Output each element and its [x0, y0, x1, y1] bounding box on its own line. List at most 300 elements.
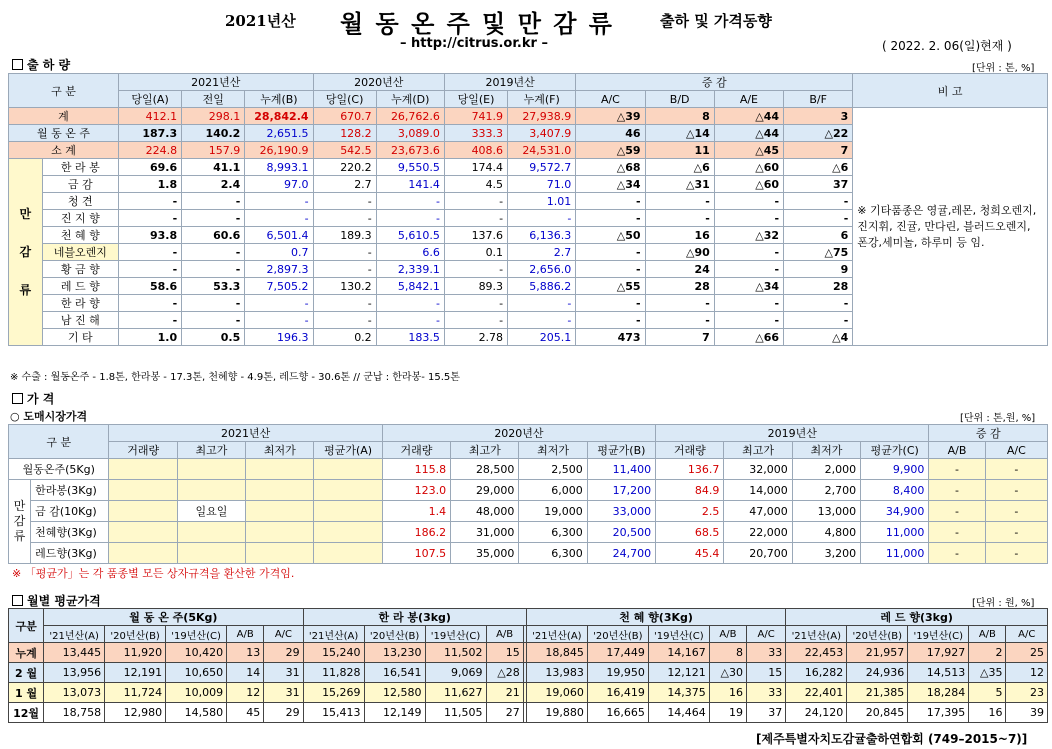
data-cell: 6,501.4 [245, 227, 313, 244]
header-winter-mandarin: 월 동 온 주(5Kg) [44, 609, 303, 626]
data-cell: 20,500 [587, 522, 655, 543]
row-label: 레드향(3Kg) [31, 543, 109, 564]
data-cell: - [444, 312, 507, 329]
data-cell: - [182, 244, 245, 261]
data-cell: 3,407.9 [508, 125, 576, 142]
unit-label: [단위 : 톤,원, %] [960, 413, 1036, 424]
data-cell: 408.6 [444, 142, 507, 159]
data-cell: △66 [714, 329, 783, 346]
data-cell: 47,000 [724, 501, 792, 522]
data-cell: 0.7 [245, 244, 313, 261]
data-cell: 6,136.3 [508, 227, 576, 244]
data-cell: - [444, 210, 507, 227]
data-cell: 10,420 [166, 643, 227, 663]
column-header: '20년산(B) [587, 626, 648, 643]
data-cell: 6.6 [376, 244, 444, 261]
data-cell: - [313, 210, 376, 227]
data-cell: △22 [784, 125, 853, 142]
data-cell: 128.2 [313, 125, 376, 142]
data-cell: △55 [576, 278, 645, 295]
data-cell: 12,580 [364, 683, 425, 703]
data-cell: 28,842.4 [245, 108, 313, 125]
column-header: A/B [227, 626, 264, 643]
data-cell: 97.0 [245, 176, 313, 193]
column-header: '21년산(A) [44, 626, 105, 643]
data-cell: - [714, 295, 783, 312]
data-cell: 16,282 [786, 663, 847, 683]
data-cell: - [576, 295, 645, 312]
data-cell: △44 [714, 108, 783, 125]
data-cell: 7,505.2 [245, 278, 313, 295]
column-header: A/C [985, 442, 1047, 459]
row-label: 계 [9, 108, 119, 125]
data-cell: 18,284 [908, 683, 969, 703]
data-cell: △28 [486, 663, 523, 683]
data-cell: - [313, 193, 376, 210]
data-cell [177, 543, 245, 564]
data-cell: 11,000 [861, 522, 929, 543]
data-cell: 137.6 [444, 227, 507, 244]
column-header: '20년산(B) [847, 626, 908, 643]
data-cell: 16 [969, 703, 1006, 723]
data-cell: - [929, 522, 985, 543]
data-cell: 2,000 [792, 459, 860, 480]
table-row [9, 663, 1048, 683]
report-subtitle: 출하 및 가격동향 [660, 12, 772, 30]
data-cell: 11,502 [425, 643, 486, 663]
checkbox-icon [12, 393, 23, 404]
data-cell: 24 [645, 261, 714, 278]
data-cell: △31 [645, 176, 714, 193]
shipment-table [8, 73, 1048, 346]
table-row [9, 480, 1048, 501]
data-cell: 19,950 [587, 663, 648, 683]
data-cell: 21 [486, 683, 523, 703]
data-cell: 473 [576, 329, 645, 346]
header-2019: 2019년산 [656, 425, 929, 442]
data-cell: 3 [784, 108, 853, 125]
data-cell: 27 [486, 703, 523, 723]
data-cell: - [444, 261, 507, 278]
header-gubun: 구 분 [9, 425, 109, 459]
data-cell: 670.7 [313, 108, 376, 125]
data-cell: 8 [709, 643, 746, 663]
data-cell: 84.9 [656, 480, 724, 501]
header-gubun: 구 분 [9, 74, 119, 108]
data-cell: 13,073 [44, 683, 105, 703]
column-header: '19년산(C) [908, 626, 969, 643]
data-cell: 186.2 [382, 522, 450, 543]
data-cell: - [929, 501, 985, 522]
data-cell: 6,300 [519, 522, 587, 543]
data-cell: 6 [784, 227, 853, 244]
column-header: 거래량 [109, 442, 177, 459]
data-cell: - [929, 543, 985, 564]
data-cell: 89.3 [444, 278, 507, 295]
column-header: A/C [576, 91, 645, 108]
data-cell: 19 [709, 703, 746, 723]
data-cell: - [645, 193, 714, 210]
unit-label: [단위 : 원, %] [972, 598, 1035, 609]
column-header: 평균가(C) [861, 442, 929, 459]
data-cell: 24,531.0 [508, 142, 576, 159]
data-cell: 46 [576, 125, 645, 142]
data-cell [177, 459, 245, 480]
data-cell: 48,000 [451, 501, 519, 522]
column-header: B/F [784, 91, 853, 108]
data-cell: 14,513 [908, 663, 969, 683]
data-cell: 23,673.6 [376, 142, 444, 159]
data-cell: △35 [969, 663, 1006, 683]
data-cell: 33 [747, 643, 786, 663]
data-cell: 37 [747, 703, 786, 723]
data-cell: - [985, 459, 1047, 480]
data-cell: 2.7 [313, 176, 376, 193]
row-label: 12월 [9, 703, 44, 723]
data-cell [246, 522, 314, 543]
table-row [9, 501, 1048, 522]
header-2020: 2020년산 [382, 425, 655, 442]
data-cell: - [119, 312, 182, 329]
data-cell: - [985, 522, 1047, 543]
data-cell: 28,500 [451, 459, 519, 480]
data-cell: - [784, 210, 853, 227]
data-cell: 187.3 [119, 125, 182, 142]
row-label: 한 라 향 [42, 295, 118, 312]
data-cell: 25 [1006, 643, 1048, 663]
data-cell: 11,920 [105, 643, 166, 663]
data-cell: 14,375 [648, 683, 709, 703]
section-shipment-title: 출 하 량 [12, 56, 70, 73]
data-cell: 3,089.0 [376, 125, 444, 142]
mangam-label: 만 감 류 [9, 480, 31, 564]
data-cell: 20,700 [724, 543, 792, 564]
data-cell: 1.01 [508, 193, 576, 210]
row-label: 청 견 [42, 193, 118, 210]
data-cell: - [714, 312, 783, 329]
data-cell: 189.3 [313, 227, 376, 244]
data-cell: 58.6 [119, 278, 182, 295]
data-cell: 130.2 [313, 278, 376, 295]
data-cell: 196.3 [245, 329, 313, 346]
data-cell: - [576, 210, 645, 227]
row-label: 월동온주(5Kg) [9, 459, 109, 480]
data-cell: - [784, 295, 853, 312]
data-cell: - [985, 480, 1047, 501]
data-cell: 9 [784, 261, 853, 278]
data-cell: 20,845 [847, 703, 908, 723]
data-cell: 0.1 [444, 244, 507, 261]
data-cell: 1.0 [119, 329, 182, 346]
column-header: 당일(C) [313, 91, 376, 108]
column-header: 최고가 [724, 442, 792, 459]
data-cell [177, 480, 245, 501]
wholesale-price-table [8, 424, 1048, 564]
data-cell: 9,069 [425, 663, 486, 683]
row-label: 한라봉(3Kg) [31, 480, 109, 501]
data-cell: - [714, 261, 783, 278]
data-cell: - [784, 312, 853, 329]
data-cell: 224.8 [119, 142, 182, 159]
data-cell: 183.5 [376, 329, 444, 346]
row-label: 누계 [9, 643, 44, 663]
column-header: 평균가(A) [314, 442, 382, 459]
table-row [9, 522, 1048, 543]
data-cell: - [576, 261, 645, 278]
data-cell: - [714, 244, 783, 261]
data-cell: 13,445 [44, 643, 105, 663]
data-cell: 37 [784, 176, 853, 193]
data-cell: 32,000 [724, 459, 792, 480]
data-cell: 542.5 [313, 142, 376, 159]
data-cell: 22,000 [724, 522, 792, 543]
data-cell [246, 543, 314, 564]
data-cell: △60 [714, 159, 783, 176]
data-cell: 298.1 [182, 108, 245, 125]
data-cell: - [508, 312, 576, 329]
data-cell: 19,000 [519, 501, 587, 522]
data-cell: 69.6 [119, 159, 182, 176]
header-redhyang: 레 드 향(3kg) [786, 609, 1048, 626]
data-cell [109, 543, 177, 564]
data-cell: △30 [709, 663, 746, 683]
row-label: 금 감 [42, 176, 118, 193]
data-cell: 140.2 [182, 125, 245, 142]
data-cell: 123.0 [382, 480, 450, 501]
data-cell: 9,572.7 [508, 159, 576, 176]
report-title: 월 동 온 주 및 만 감 류 [340, 9, 614, 38]
data-cell: 14,167 [648, 643, 709, 663]
header-hallabong: 한 라 봉(3kg) [303, 609, 526, 626]
data-cell: 333.3 [444, 125, 507, 142]
data-cell: 141.4 [376, 176, 444, 193]
column-header: '21년산(A) [786, 626, 847, 643]
mangam-label: 만 감 류 [9, 159, 43, 346]
data-cell: 2,656.0 [508, 261, 576, 278]
row-label: 진 지 향 [42, 210, 118, 227]
header-2021: 2021년산 [119, 74, 314, 91]
data-cell: - [645, 210, 714, 227]
data-cell: 0.2 [313, 329, 376, 346]
data-cell [109, 480, 177, 501]
column-header: 최저가 [792, 442, 860, 459]
column-header: '19년산(C) [166, 626, 227, 643]
data-cell: 19,880 [526, 703, 587, 723]
data-cell: 18,758 [44, 703, 105, 723]
data-cell: 12,121 [648, 663, 709, 683]
data-cell: 2,897.3 [245, 261, 313, 278]
data-cell: 220.2 [313, 159, 376, 176]
data-cell: 13,230 [364, 643, 425, 663]
data-cell: - [182, 210, 245, 227]
data-cell: - [245, 193, 313, 210]
data-cell: 19,060 [526, 683, 587, 703]
data-cell: 31 [264, 663, 303, 683]
header-2021: 2021년산 [109, 425, 382, 442]
data-cell: 174.4 [444, 159, 507, 176]
data-cell: 5 [969, 683, 1006, 703]
column-header: 전일 [182, 91, 245, 108]
data-cell: 11 [645, 142, 714, 159]
unit-label: [단위 : 톤, %] [972, 63, 1035, 74]
data-cell: △90 [645, 244, 714, 261]
data-cell: 71.0 [508, 176, 576, 193]
data-cell: - [929, 459, 985, 480]
data-cell: 7 [645, 329, 714, 346]
data-cell: - [119, 193, 182, 210]
data-cell: 12,149 [364, 703, 425, 723]
data-cell: 23 [1006, 683, 1048, 703]
data-cell: 0.5 [182, 329, 245, 346]
data-cell: 53.3 [182, 278, 245, 295]
checkbox-icon [12, 59, 23, 70]
data-cell: 12,980 [105, 703, 166, 723]
data-cell: - [645, 312, 714, 329]
data-cell: 31 [264, 683, 303, 703]
data-cell: - [444, 295, 507, 312]
data-cell: - [784, 193, 853, 210]
table-row [9, 683, 1048, 703]
data-cell: 12 [1006, 663, 1048, 683]
data-cell: 29 [264, 643, 303, 663]
data-cell: 16 [709, 683, 746, 703]
data-cell: - [714, 210, 783, 227]
data-cell: - [576, 312, 645, 329]
data-cell: - [313, 295, 376, 312]
data-cell [177, 522, 245, 543]
data-cell: - [376, 295, 444, 312]
column-header: '19년산(C) [648, 626, 709, 643]
data-cell: 41.1 [182, 159, 245, 176]
header-change: 증 감 [576, 74, 853, 91]
data-cell: - [119, 210, 182, 227]
data-cell: 60.6 [182, 227, 245, 244]
data-cell: △75 [784, 244, 853, 261]
data-cell: △59 [576, 142, 645, 159]
data-cell: △34 [576, 176, 645, 193]
data-cell: 21,957 [847, 643, 908, 663]
section-price-title: 가 격 [12, 390, 54, 407]
report-date: ( 2022. 2. 06(일)현재 ) [882, 39, 1012, 53]
data-cell: 136.7 [656, 459, 724, 480]
data-cell: 11,400 [587, 459, 655, 480]
data-cell: △39 [576, 108, 645, 125]
data-cell: 28 [784, 278, 853, 295]
data-cell: 22,401 [786, 683, 847, 703]
data-cell: - [119, 295, 182, 312]
year-label: 2021년산 [225, 12, 296, 30]
column-header: '19년산(C) [425, 626, 486, 643]
row-label: 1 월 [9, 683, 44, 703]
column-header: 거래량 [656, 442, 724, 459]
row-label: 네블오렌지 [42, 244, 118, 261]
data-cell: 11,828 [303, 663, 364, 683]
data-cell: 31,000 [451, 522, 519, 543]
column-header: 최고가 [177, 442, 245, 459]
column-header: 최저가 [246, 442, 314, 459]
data-cell: 15 [486, 643, 523, 663]
data-cell: - [119, 244, 182, 261]
row-label: 한 라 봉 [42, 159, 118, 176]
column-header: 누계(D) [376, 91, 444, 108]
data-cell: 45 [227, 703, 264, 723]
data-cell [314, 543, 382, 564]
data-cell: 24,120 [786, 703, 847, 723]
data-cell: 11,000 [861, 543, 929, 564]
remarks-cell: ※ 기타품종은 영귤,레몬, 청희오렌지, 진지휘, 진귤, 만다린, 블러드오렌지, 폰강,세미놀, 하루미 등 임. [853, 108, 1048, 346]
column-header: 누계(B) [245, 91, 313, 108]
data-cell: 10,009 [166, 683, 227, 703]
data-cell: 24,936 [847, 663, 908, 683]
data-cell: 39 [1006, 703, 1048, 723]
row-label: 남 진 해 [42, 312, 118, 329]
row-label: 금 감(10Kg) [31, 501, 109, 522]
data-cell: 2.7 [508, 244, 576, 261]
header-remarks: 비 고 [853, 74, 1048, 108]
data-cell: - [645, 295, 714, 312]
data-cell: 9,900 [861, 459, 929, 480]
row-label: 월 동 온 주 [9, 125, 119, 142]
data-cell: 16 [645, 227, 714, 244]
data-cell: - [245, 210, 313, 227]
data-cell: 14 [227, 663, 264, 683]
data-cell: 14,000 [724, 480, 792, 501]
data-cell: 8,400 [861, 480, 929, 501]
column-header: 누계(F) [508, 91, 576, 108]
site-url[interactable]: – http://citrus.or.kr – [400, 36, 548, 51]
data-cell: 15,413 [303, 703, 364, 723]
data-cell: 10,650 [166, 663, 227, 683]
data-cell: - [508, 210, 576, 227]
data-cell: - [985, 501, 1047, 522]
data-cell [109, 522, 177, 543]
column-header: '21년산(A) [526, 626, 587, 643]
data-cell: 205.1 [508, 329, 576, 346]
data-cell: 93.8 [119, 227, 182, 244]
data-cell: - [182, 193, 245, 210]
data-cell: △6 [645, 159, 714, 176]
row-label: 황 금 향 [42, 261, 118, 278]
data-cell: 13,983 [526, 663, 587, 683]
data-cell: 9,550.5 [376, 159, 444, 176]
data-cell: 17,395 [908, 703, 969, 723]
table-row [9, 543, 1048, 564]
data-cell: 1.8 [119, 176, 182, 193]
data-cell [109, 459, 177, 480]
row-label: 2 월 [9, 663, 44, 683]
data-cell: - [376, 312, 444, 329]
export-note: ※ 수출 : 월동온주 - 1.8톤, 한라봉 - 17.3톤, 천혜향 - 4.9톤, 레드향 - 30.6톤 // 군납 : 한라봉- 15.5톤 [10, 372, 460, 383]
column-header: A/B [929, 442, 985, 459]
data-cell: 2,651.5 [245, 125, 313, 142]
data-cell: - [376, 193, 444, 210]
data-cell: 1.4 [382, 501, 450, 522]
data-cell [314, 501, 382, 522]
data-cell: - [376, 210, 444, 227]
data-cell [314, 459, 382, 480]
data-cell: 17,449 [587, 643, 648, 663]
column-header: 당일(A) [119, 91, 182, 108]
data-cell: 11,724 [105, 683, 166, 703]
column-header: '20년산(B) [105, 626, 166, 643]
data-cell: 15,240 [303, 643, 364, 663]
data-cell: - [182, 295, 245, 312]
data-cell: - [985, 543, 1047, 564]
data-cell: 5,610.5 [376, 227, 444, 244]
data-cell: 11,627 [425, 683, 486, 703]
data-cell: - [929, 480, 985, 501]
sunday-note: 일요일 [177, 501, 245, 522]
